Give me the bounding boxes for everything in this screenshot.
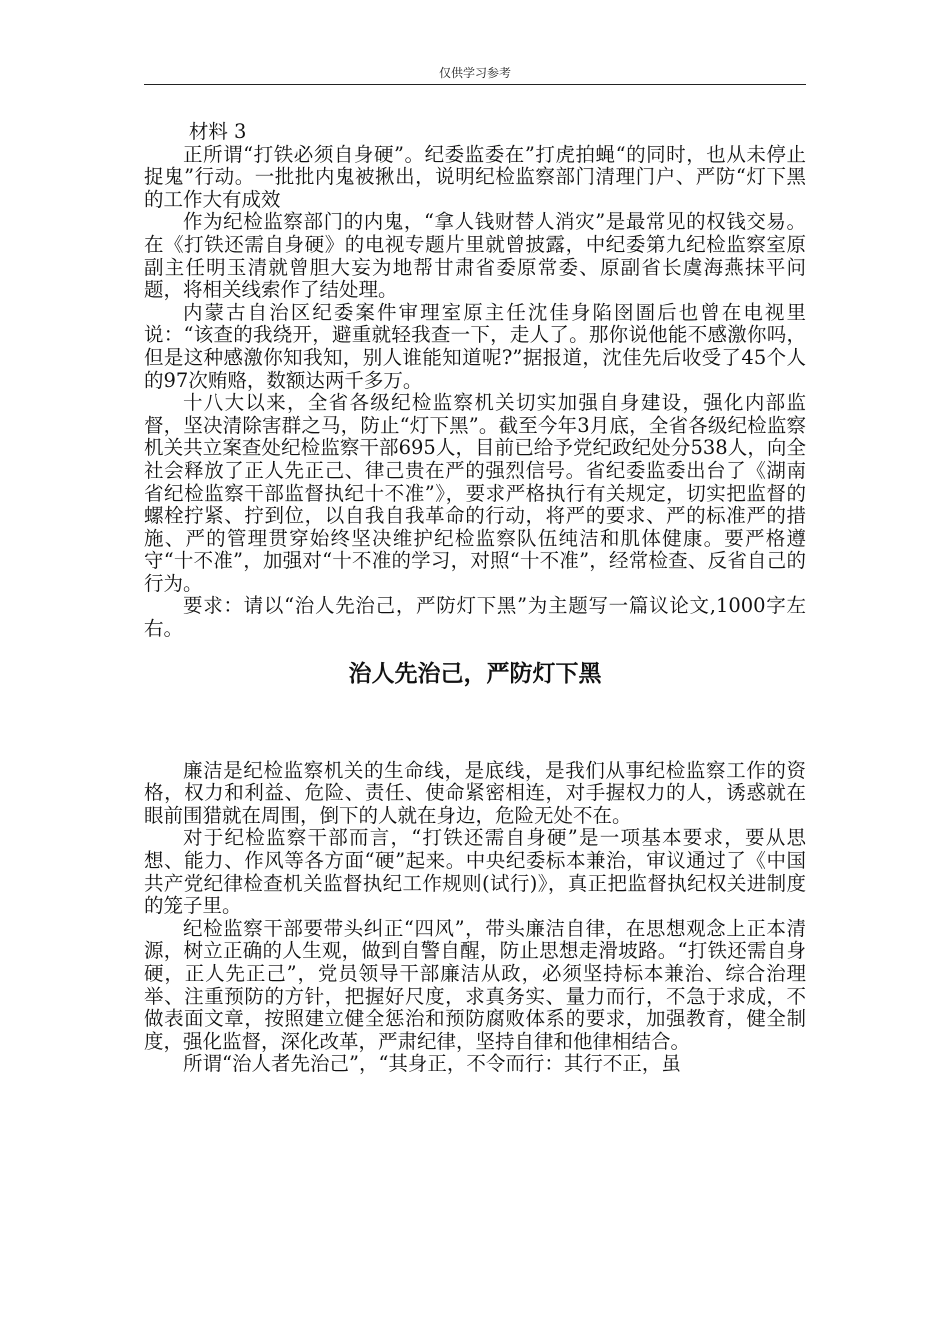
essay-paragraph-2: 对于纪检监察干部而言，“打铁还需自身硬”是一项基本要求，要从思想、能力、作风等各方面“硬”起来。中央纪委标本兼治，审议通过了《中国共产党纪律检查机关监督执纪工作规则(试行)》，真正把监督执纪权关进制度的笼子里。 [144, 826, 806, 918]
title-spacer [144, 695, 806, 760]
material-paragraph-3: 内蒙古自治区纪委案件审理室原主任沈佳身陷囹圄后也曾在电视里说：“该查的我绕开，避重就轻我查一下，走人了。那你说他能不感激你吗，但是这种感激你知我知，别人谁能知道呢?”据报道，沈佳先后收受了45个人的97次贿赂，数额达两千多万。 [144, 300, 806, 392]
essay-paragraph-1: 廉洁是纪检监察机关的生命线，是底线，是我们从事纪检监察工作的资格，权力和利益、危险、责任、使命紧密相连，对手握权力的人，诱惑就在眼前围猎就在周围，倒下的人就在身边，危险无处不在。 [144, 758, 806, 827]
essay-paragraph-4: 所谓“治人者先治己”，“其身正，不令而行：其行不正，虽 [183, 1052, 681, 1076]
document-body [144, 121, 806, 1076]
material-paragraph-1: 正所谓“打铁必须自身硬”。纪委监委在”打虎拍蝇“的同时，也从未停止捉鬼”行动。一批批内鬼被揪出，说明纪检监察部门清理门户、严防“灯下黑的工作大有成效 [144, 142, 806, 211]
material-label: 材料 3 [188, 120, 247, 143]
essay-title: 治人先治己，严防灯下黑 [348, 660, 602, 687]
page-header [144, 66, 806, 85]
material-paragraph-4: 十八大以来，全省各级纪检监察机关切实加强自身建设，强化内部监督，坚决清除害群之马，防止“灯下黑”。截至今年3月底，全省各级纪检监察机关共立案查处纪检监察干部695人，目前已给予党纪政纪处分538人，向全社会释放了正人先正己、律己贵在严的强烈信号。省纪委监委出台了《湖南省纪检监察干部监督执纪十不准”》，要求严格执行有关规定，切实把监督的螺栓拧紧、拧到位，以自我自我革命的行动，将严的要求、严的标准严的措施、严的管理贯穿始终坚决维护纪检监察队伍纯洁和肌体健康。要严格遵守“十不准”，加强对“十不准的学习，对照“十不准”，经常检查、反省自己的行为。 [144, 391, 806, 595]
essay-paragraph-3: 纪检监察干部要带头纠正“四风”，带头廉洁自律，在思想观念上正本清源，树立正确的人生观，做到自警自醒，防止思想走滑坡路。“打铁还需自身硬，正人先正己”，党员领导干部廉洁从政，必须坚持标本兼治、综合治理举、注重预防的方针，把握好尺度，求真务实、量力而行，不急于求成，不做表面文章，按照建立健全惩治和预防腐败体系的要求，加强教育，健全制度，强化监督，深化改革，严肃纪律，坚持自律和他律相结合。 [144, 916, 806, 1053]
material-paragraph-2: 作为纪检监察部门的内鬼，“拿人钱财替人消灾”是最常见的权钱交易。在《打铁还需自身硬》的电视专题片里就曾披露，中纪委第九纪检监察室原副主任明玉清就曾胆大妄为地帮甘肃省委原常委、原副省长虞海燕抹平问题，将相关线索作了结处理。 [144, 210, 806, 302]
material-requirement: 要求：请以“治人先治己，严防灯下黑”为主题写一篇议论文,1000字左右。 [144, 594, 806, 641]
header-text: 仅供学习参考 [438, 66, 511, 80]
